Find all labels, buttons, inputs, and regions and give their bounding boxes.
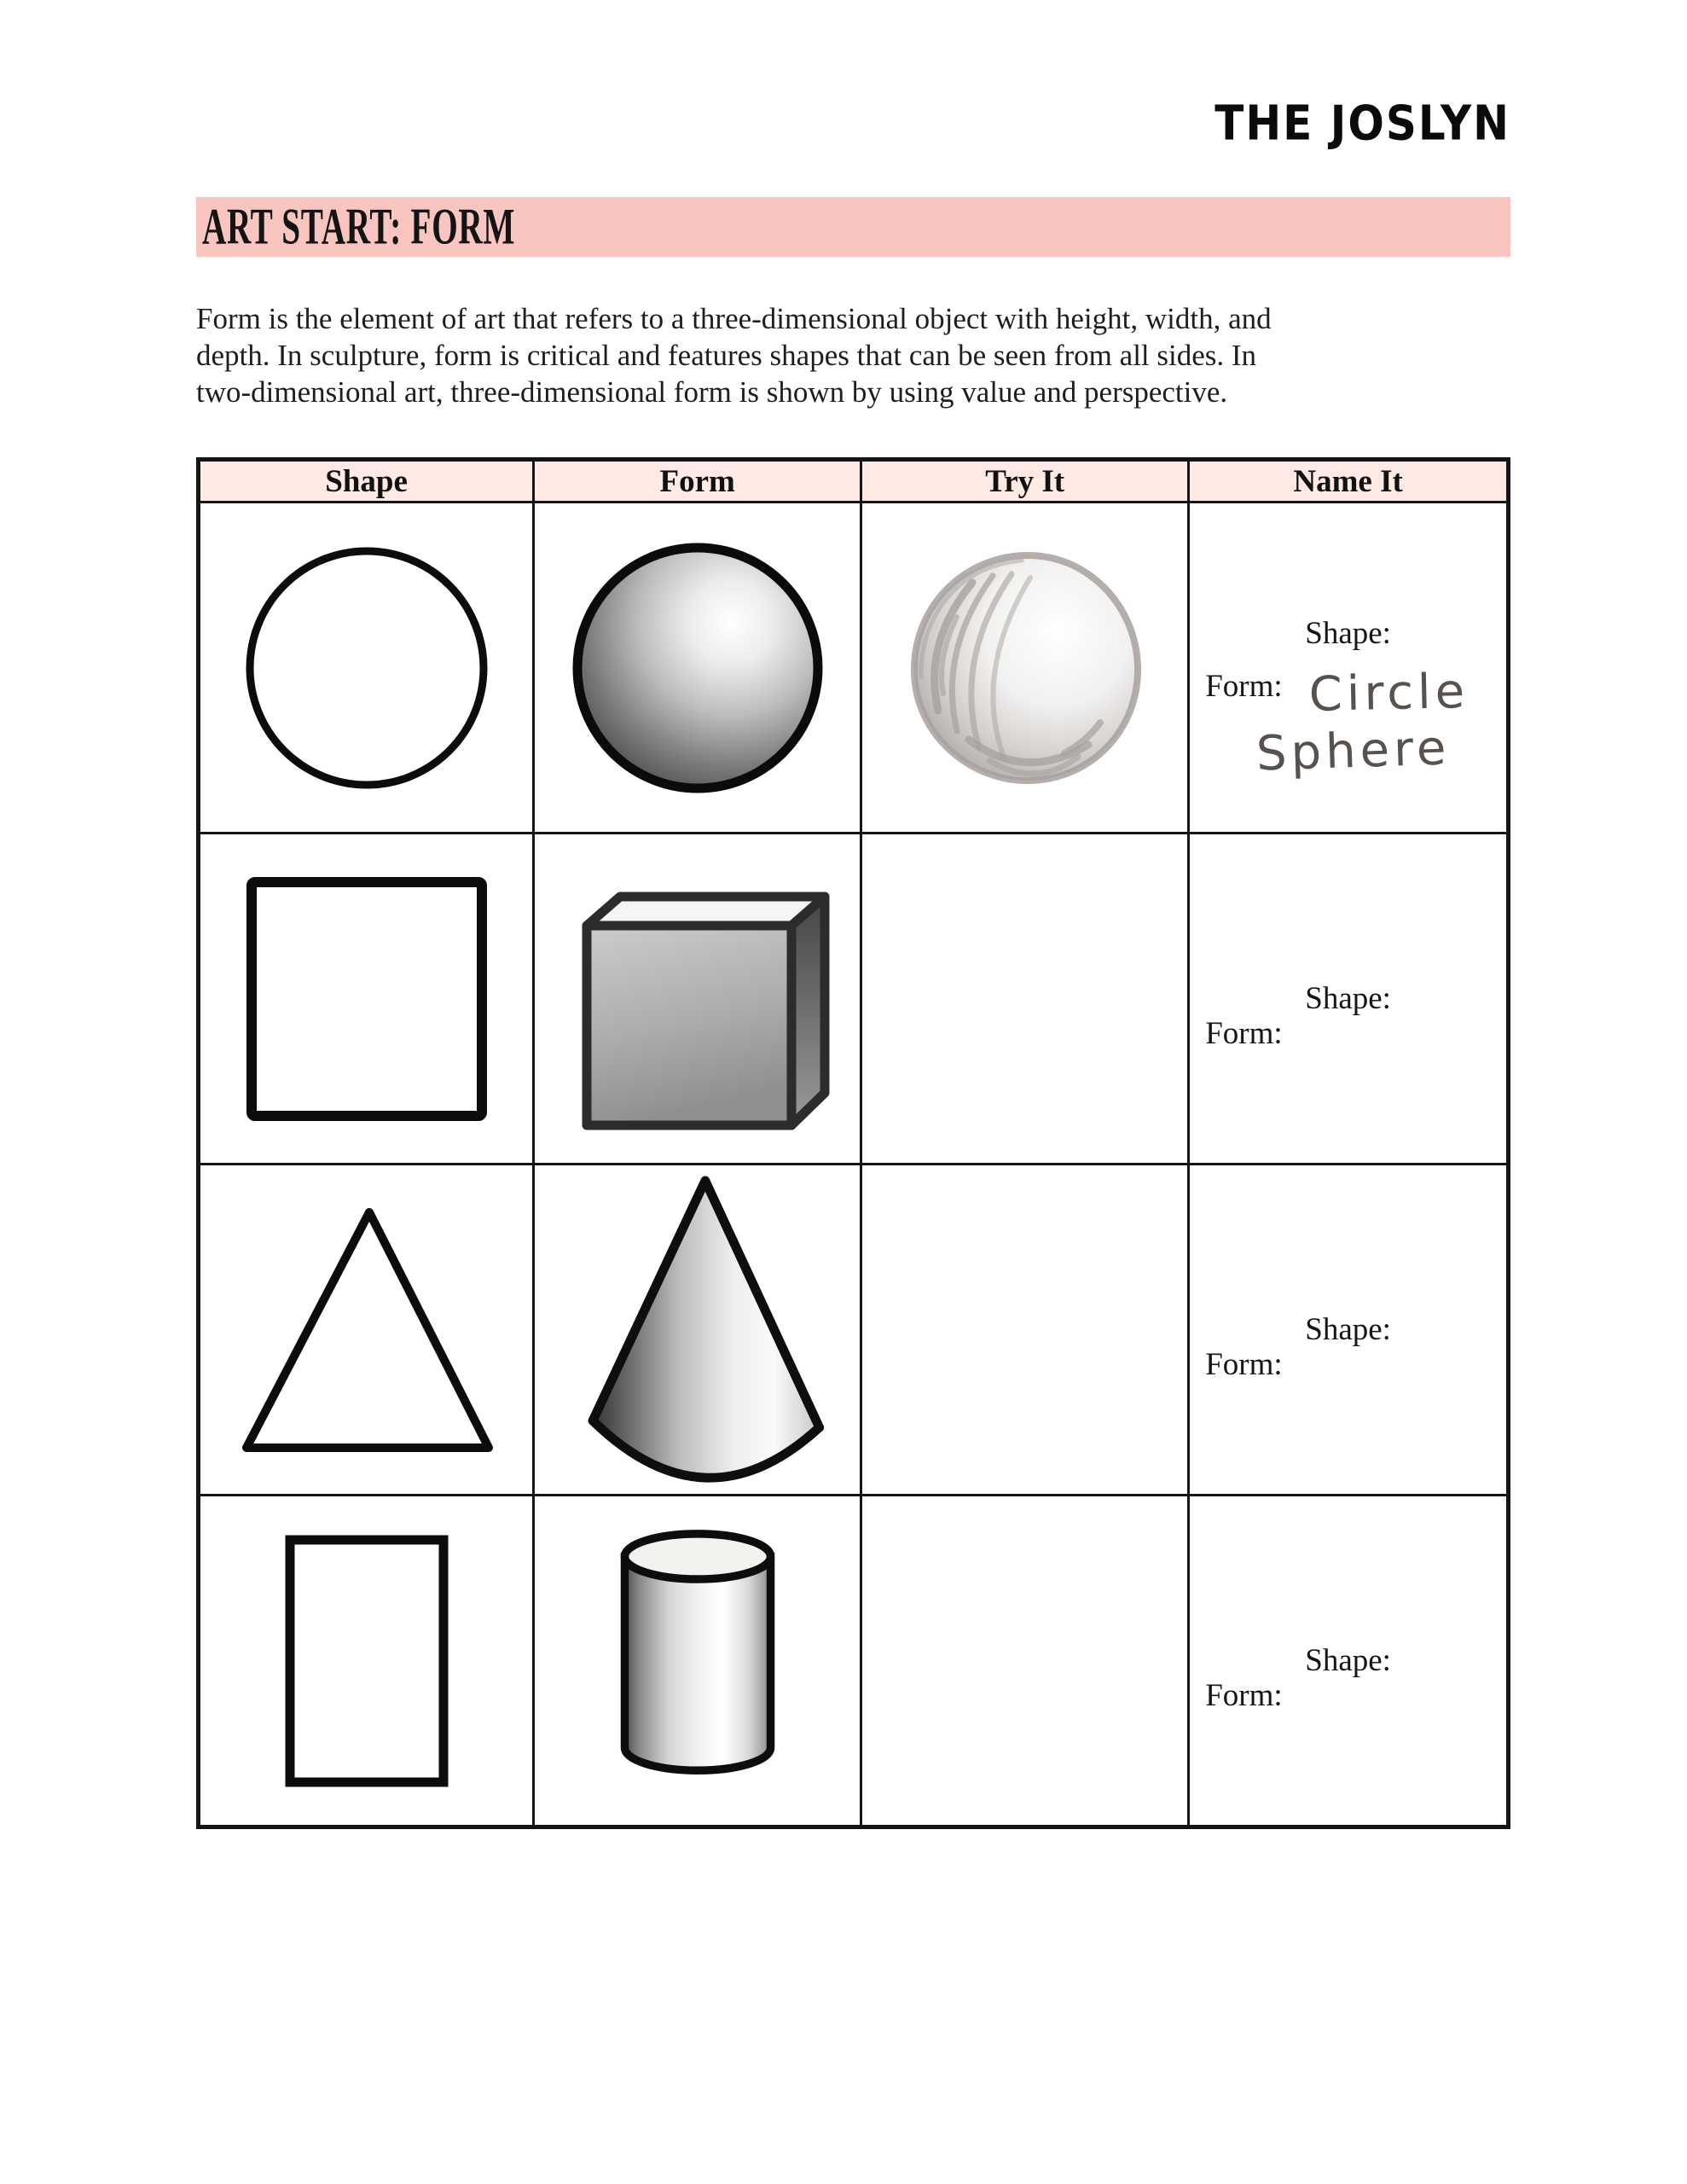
shape-cell-triangle bbox=[199, 1165, 534, 1496]
title-banner bbox=[196, 197, 1510, 257]
form-cell-sphere bbox=[534, 502, 861, 834]
cylinder-3d-icon bbox=[617, 1527, 779, 1795]
form-label: Form: bbox=[1205, 1346, 1283, 1382]
try-it-cell-row2 bbox=[861, 834, 1189, 1165]
column-header-form: Form bbox=[534, 460, 861, 502]
shape-label: Shape: bbox=[1305, 981, 1391, 1016]
cube-3d-icon bbox=[565, 866, 831, 1132]
rectangle-outline-icon bbox=[285, 1535, 449, 1787]
page-title: ART START: FORM bbox=[202, 198, 516, 256]
table-row-triangle bbox=[199, 1165, 1509, 1496]
intro-line-1: Form is the element of art that refers to a three-dimensional object with height, width, and bbox=[196, 302, 1272, 335]
form-cell-cone bbox=[534, 1165, 861, 1496]
try-it-cell-row4 bbox=[861, 1496, 1189, 1827]
shape-label: Shape: bbox=[1305, 1643, 1391, 1678]
form-cell-cylinder bbox=[534, 1496, 861, 1827]
joslyn-logo: THE JOSLYN bbox=[1215, 96, 1510, 151]
column-header-try-it: Try It bbox=[861, 460, 1189, 502]
sphere-3d-icon bbox=[568, 538, 827, 798]
shape-label: Shape: bbox=[1305, 1312, 1391, 1347]
form-label: Form: bbox=[1205, 1677, 1283, 1713]
handwritten-shape-answer: Circle bbox=[1308, 663, 1470, 723]
square-outline-icon bbox=[246, 876, 488, 1122]
table-row-circle bbox=[199, 502, 1509, 834]
shape-cell-square bbox=[199, 834, 534, 1165]
form-cell-cube bbox=[534, 834, 861, 1165]
intro-line-3: two-dimensional art, three-dimensional form is shown by using value and perspective. bbox=[196, 375, 1228, 409]
circle-outline-icon bbox=[242, 543, 491, 793]
name-it-cell-row3 bbox=[1189, 1165, 1509, 1496]
form-label: Form: bbox=[1205, 668, 1283, 704]
intro-paragraph bbox=[196, 300, 1516, 410]
triangle-outline-icon bbox=[235, 1204, 499, 1456]
column-header-name-it: Name It bbox=[1189, 460, 1509, 502]
try-it-cell-row3 bbox=[861, 1165, 1189, 1496]
intro-line-2: depth. In sculpture, form is critical and features shapes that can be seen from all sides. In bbox=[196, 339, 1257, 372]
shape-cell-rectangle bbox=[199, 1496, 534, 1827]
name-it-cell-row4 bbox=[1189, 1496, 1509, 1827]
sphere-sketch-icon bbox=[897, 540, 1153, 796]
worksheet-table bbox=[196, 457, 1510, 1829]
table-row-rectangle bbox=[199, 1496, 1509, 1827]
handwritten-form-answer: Sphere bbox=[1255, 720, 1452, 782]
name-it-cell-row1 bbox=[1189, 502, 1509, 834]
cone-3d-icon bbox=[569, 1174, 826, 1486]
form-label: Form: bbox=[1205, 1015, 1283, 1051]
table-row-square bbox=[199, 834, 1509, 1165]
header-row bbox=[199, 460, 1509, 502]
name-it-cell-row2 bbox=[1189, 834, 1509, 1165]
shape-cell-circle bbox=[199, 502, 534, 834]
shape-label: Shape: bbox=[1305, 615, 1391, 651]
column-header-shape: Shape bbox=[199, 460, 534, 502]
try-it-cell-sphere-sketch bbox=[861, 502, 1189, 834]
